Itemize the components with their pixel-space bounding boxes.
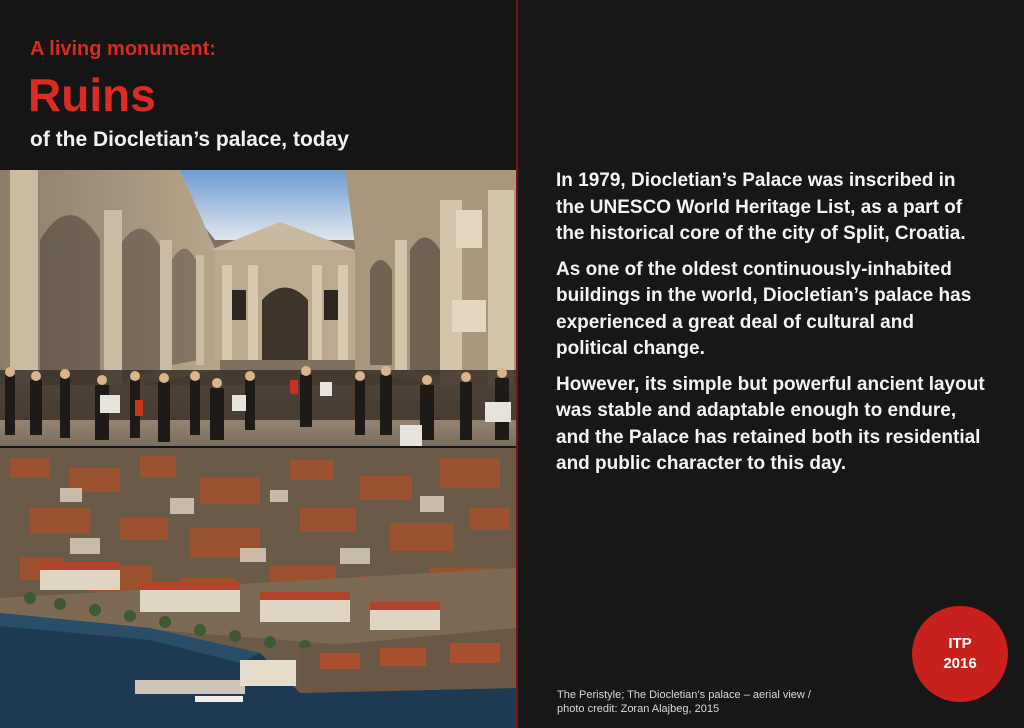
itp-badge xyxy=(912,606,1008,702)
aerial-view-photo xyxy=(0,448,516,728)
body-text xyxy=(556,168,986,487)
caption-line-2: photo credit: Zoran Alajbeg, 2015 xyxy=(557,703,720,715)
caption-line-1: The Peristyle; The Diocletian’s palace – aerial view / xyxy=(557,689,811,701)
photo-caption xyxy=(557,688,857,716)
paragraph-history: As one of the oldest continuously-inhabited buildings in the world, Diocletian’s palace has experienced a great deal of cultural and political change. xyxy=(556,258,972,359)
page-title: Ruins xyxy=(28,69,156,121)
badge-label: ITP xyxy=(948,635,972,652)
peristyle-photo xyxy=(0,170,516,446)
paragraph-unesco: In 1979, Diocletian’s Palace was inscribed in the UNESCO World Heritage List, as a part of the historical core of the city of Split, Croatia. xyxy=(556,170,966,244)
page-subtitle: of the Diocletian’s palace, today xyxy=(30,128,349,151)
badge-year: 2016 xyxy=(943,655,977,672)
kicker-text: A living monument: xyxy=(30,38,216,60)
paragraph-layout: However, its simple but powerful ancient layout was stable and adaptable enough to endure, and the Palace has retained both its residential and public character to this day. xyxy=(556,373,985,474)
